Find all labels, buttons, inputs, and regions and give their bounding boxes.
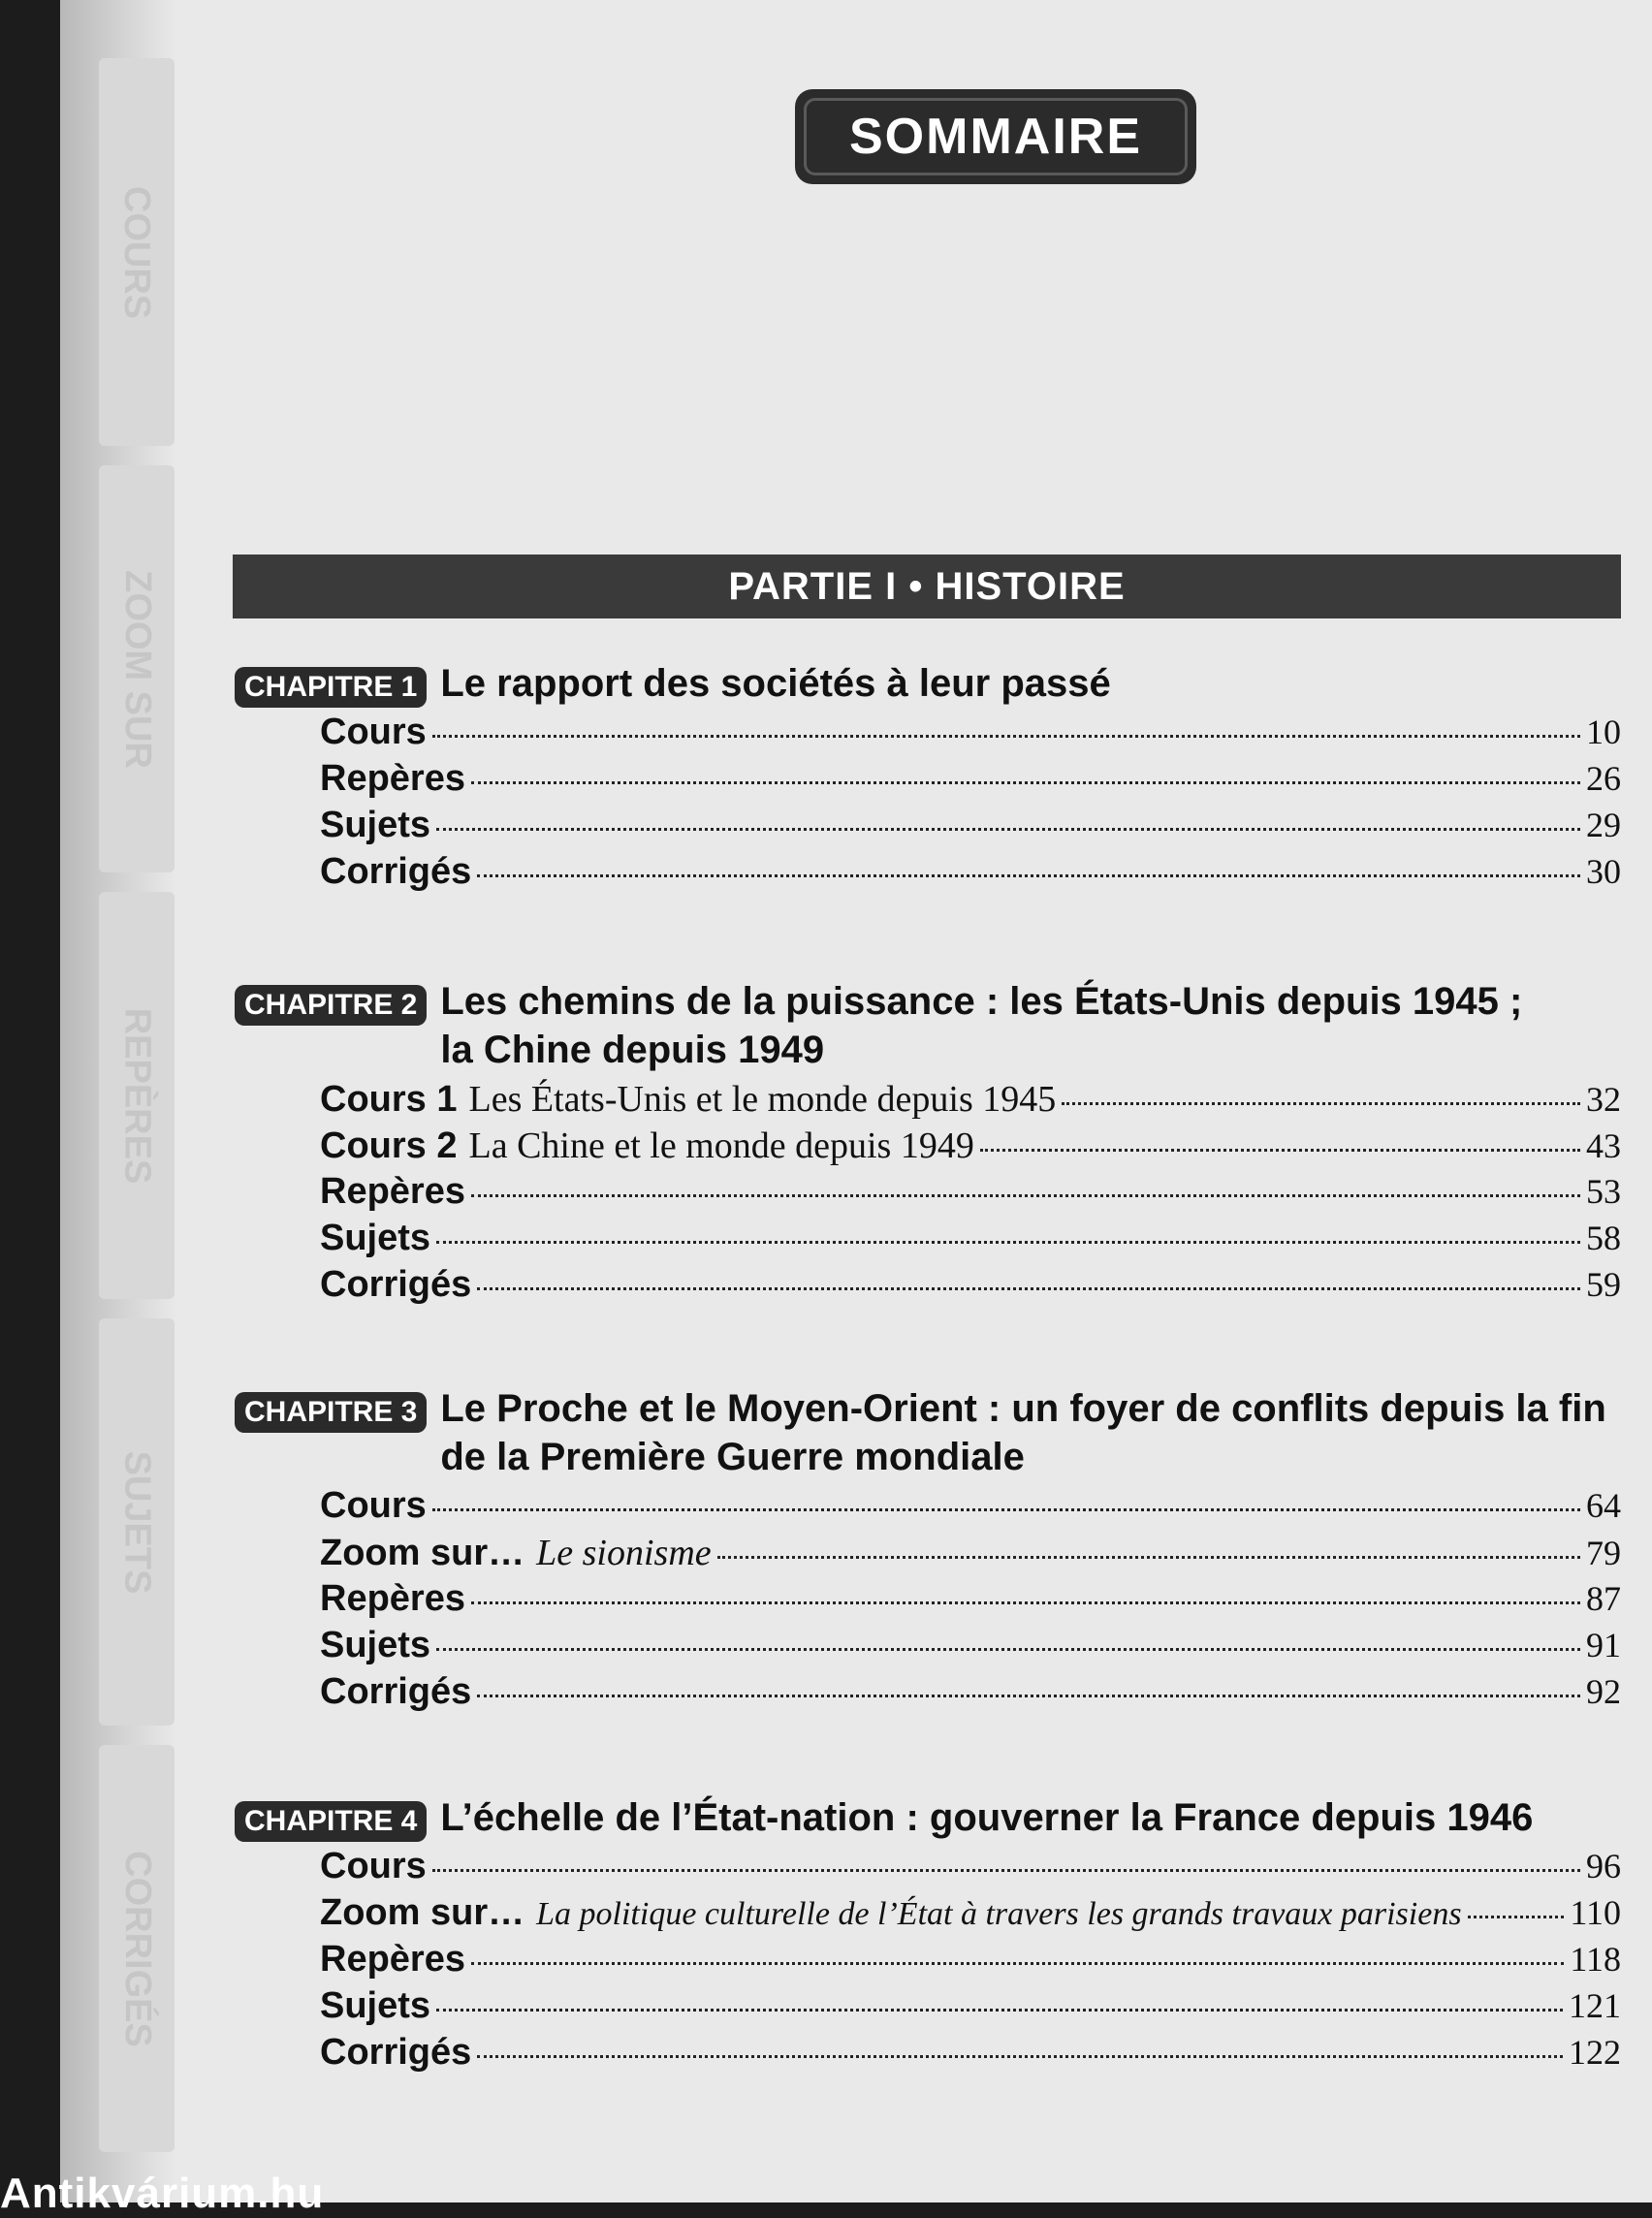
- toc-entry[interactable]: Cours 2 La Chine et le monde depuis 1949 43: [320, 1125, 1621, 1166]
- sidebar-tab-reperes: REPÈRES: [99, 892, 175, 1299]
- sommaire-title: SOMMAIRE: [804, 98, 1188, 175]
- sidebar-tab-cours: COURS: [99, 58, 175, 446]
- toc-entry[interactable]: Zoom sur… Le sionisme 79: [320, 1533, 1621, 1573]
- chapter-badge: CHAPITRE 2: [235, 985, 427, 1026]
- toc-entry[interactable]: Corrigés 59: [320, 1264, 1621, 1305]
- sidebar-tab-corriges: CORRIGÉS: [99, 1745, 175, 2152]
- toc-entry[interactable]: Cours 64: [320, 1485, 1621, 1526]
- chapter-title: Le rapport des sociétés à leur passé: [440, 662, 1111, 705]
- toc-entry[interactable]: Repères 118: [320, 1939, 1621, 1980]
- chapter-title-line-1: Le Proche et le Moyen-Orient : un foyer de conflits depuis la fin: [440, 1387, 1606, 1430]
- toc-entry[interactable]: Sujets 91: [320, 1625, 1621, 1665]
- sommaire-banner: [795, 89, 1196, 184]
- toc-entry[interactable]: Repères 53: [320, 1171, 1621, 1212]
- book-page: [60, 0, 1652, 2202]
- toc-entry[interactable]: Corrigés 122: [320, 2032, 1621, 2073]
- chapter-title-line-1: Les chemins de la puissance : les États-Unis depuis 1945 ;: [440, 980, 1523, 1023]
- toc-entry[interactable]: Cours 96: [320, 1846, 1621, 1886]
- toc-entry[interactable]: Repères 87: [320, 1578, 1621, 1619]
- chapter-title: L’échelle de l’État-nation : gouverner la France depuis 1946: [440, 1796, 1534, 1839]
- chapter-4: [235, 1793, 1621, 2078]
- chapter-title-line-2: la Chine depuis 1949: [440, 1029, 825, 1071]
- sidebar-tab-sujets: SUJETS: [99, 1318, 175, 1726]
- chapter-badge: CHAPITRE 1: [235, 667, 427, 708]
- toc-entry[interactable]: Sujets 58: [320, 1218, 1621, 1258]
- chapter-badge: CHAPITRE 3: [235, 1392, 427, 1433]
- sidebar-tab-zoom: ZOOM SUR: [99, 465, 175, 872]
- toc-entry[interactable]: Sujets 29: [320, 805, 1621, 845]
- chapter-1: [235, 659, 1621, 898]
- toc-entry[interactable]: Corrigés 92: [320, 1671, 1621, 1712]
- toc-entry[interactable]: Cours 1 Les États-Unis et le monde depuis 1945 32: [320, 1079, 1621, 1120]
- toc-entry[interactable]: Zoom sur… La politique culturelle de l’État à travers les grands travaux parisiens 110: [320, 1892, 1621, 1933]
- toc-entry[interactable]: Cours 10: [320, 712, 1621, 752]
- toc-entry[interactable]: Repères 26: [320, 758, 1621, 799]
- toc-entry[interactable]: Corrigés 30: [320, 851, 1621, 892]
- chapter-3: [235, 1384, 1621, 1718]
- toc-entry[interactable]: Sujets 121: [320, 1985, 1621, 2026]
- section-banner: PARTIE I • HISTOIRE: [233, 554, 1621, 618]
- chapter-2: [235, 977, 1621, 1311]
- chapter-badge: CHAPITRE 4: [235, 1801, 427, 1842]
- chapter-title-line-2: de la Première Guerre mondiale: [440, 1436, 1025, 1478]
- watermark: Antikvárium.hu: [0, 2170, 325, 2217]
